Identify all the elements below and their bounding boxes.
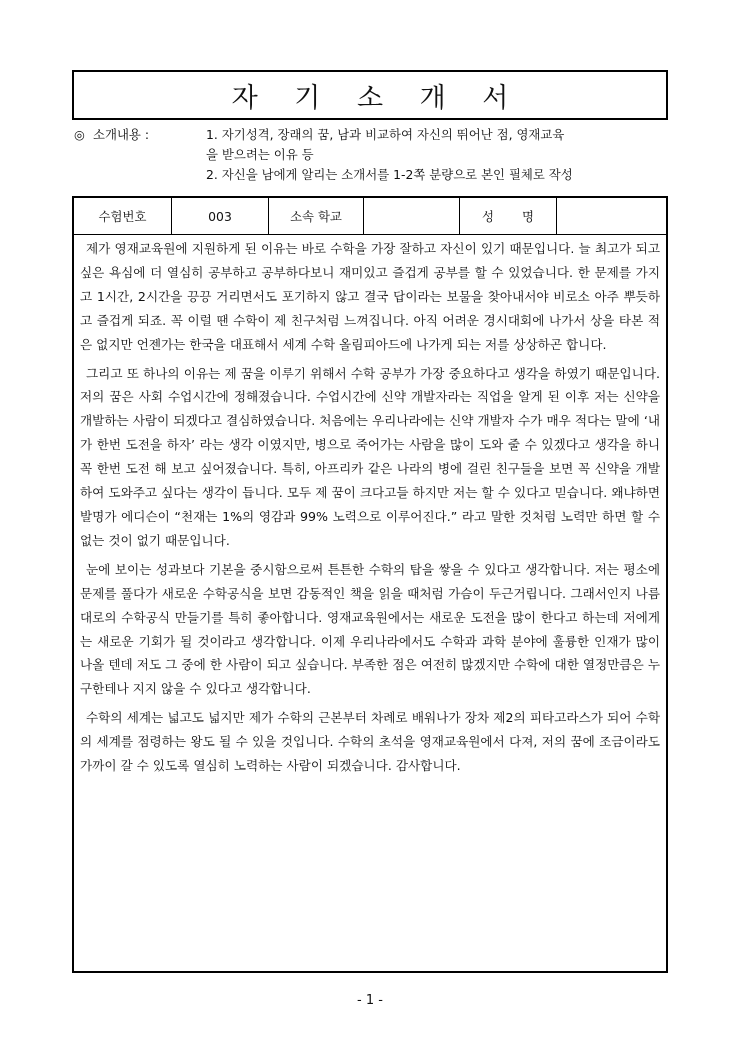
school-value[interactable] bbox=[364, 198, 460, 234]
name-value[interactable] bbox=[557, 198, 666, 234]
school-label: 소속 학교 bbox=[269, 198, 364, 234]
applicant-info-row bbox=[74, 198, 666, 235]
bullet-mark: ◎ bbox=[74, 127, 85, 142]
instruction-item-1: 1. 자기성격, 장래의 꿈, 남과 비교하여 자신의 뛰어난 점, 영재교육 bbox=[206, 127, 565, 142]
exam-number-value[interactable]: 003 bbox=[172, 198, 269, 234]
instruction-row-3 bbox=[74, 165, 674, 185]
instruction-label: 소개내용 : bbox=[93, 127, 149, 142]
page-number: - 1 - bbox=[357, 993, 383, 1008]
essay-paragraph-4: 수학의 세계는 넓고도 넓지만 제가 수학의 근본부터 차례로 배워나가 장차 제2의 피타고라스가 되어 수학의 세계를 점령하는 왕도 될 수 있을 것입니다. 수학의 초석을 영재교육원에서 다져, 저의 꿈에 조금이라도 가까이 갈 수 있도록 열심히 노력하는 사람이 되겠습니다. 감사합니다. bbox=[80, 710, 660, 774]
essay-paragraph-1: 제가 영재교육원에 지원하게 된 이유는 바로 수학을 가장 잘하고 자신이 있기 때문입니다. 늘 최고가 되고 싶은 욕심에 더 열심히 공부하고 공부하다보니 재미있고 즐겁게 공부를 할 수 있었습니다. 한 문제를 가지고 1시간, 2시간을 끙끙 거리면서도 포기하지 않고 결국 답이라는 보물을 찾아내서야 비로소 아주 뿌듯하고 즐겁게 되죠. 꼭 이럴 땐 수학이 제 친구처럼 느껴집니다. 아직 어려운 경시대회에 나가서 상을 타본 적은 없지만 언젠가는 한국을 대표해서 세계 수학 올림피아드에 나가게 되는 저를 상상하곤 합니다. bbox=[80, 241, 660, 352]
name-label-text: 성 명 bbox=[482, 209, 546, 224]
essay-body bbox=[74, 235, 666, 778]
instructions bbox=[74, 125, 674, 185]
title-box bbox=[72, 70, 668, 120]
exam-number-label: 수험번호 bbox=[74, 198, 172, 234]
name-label bbox=[460, 198, 557, 234]
essay-paragraph-3: 눈에 보이는 성과보다 기본을 중시함으로써 튼튼한 수학의 탑을 쌓을 수 있다고 생각합니다. 저는 평소에 문제를 풀다가 새로운 수학공식을 보면 감동적인 책을 읽을 때처럼 가슴이 두근거립니다. 그래서인지 나름대로의 수학공식 만들기를 특히 좋아합니다. 영재교육원에서는 새로운 도전을 많이 한다고 하는데 저에게는 새로운 기회가 될 것이라고 생각합니다. 이제 우리나라에서도 수학과 과학 분야에 훌륭한 인재가 많이 나올 텐데 저도 그 중에 한 사람이 되고 싶습니다. 부족한 점은 여전히 많겠지만 수학에 대한 열정만큼은 누구한테나 지지 않을 수 있다고 생각합니다. bbox=[80, 561, 660, 697]
page-title: 자 기 소 개 서 bbox=[231, 82, 523, 114]
instruction-item-1-cont: 을 받으려는 이유 등 bbox=[206, 147, 314, 162]
essay-sheet bbox=[72, 196, 668, 973]
instruction-row-2 bbox=[74, 145, 674, 165]
essay-paragraph-2: 그리고 또 하나의 이유는 제 꿈을 이루기 위해서 수학 공부가 가장 중요하다고 생각을 하였기 때문입니다. 저의 꿈은 사회 수업시간에 정해졌습니다. 수업시간에 신약 개발자라는 직업을 알게 된 이후 저는 신약을 개발하는 사람이 되겠다고 결심하였습니다. 처음에는 우리나라에는 신약 개발자 수가 매우 적다는 말에 ‘내가 한번 도전을 하자’ 라는 생각 이였지만, 병으로 죽어가는 사람을 많이 도와 줄 수 있겠다고 생각을 하니 꼭 한번 도전 해 보고 싶어졌습니다. 특히, 아프리카 같은 나라의 병에 걸린 친구들을 보면 꼭 신약을 개발하여 도와주고 싶다는 생각이 듭니다. 모두 제 꿈이 크다고들 하지만 저는 할 수 있다고 믿습니다. 왜냐하면 발명가 에디슨이 “천재는 1%의 영감과 99% 노력으로 이루어진다.” 라고 말한 것처럼 노력만 하면 할 수 없는 것이 없기 때문입니다. bbox=[80, 365, 660, 548]
instruction-row-1 bbox=[74, 125, 674, 145]
instruction-item-2: 2. 자신을 남에게 알리는 소개서를 1-2쪽 분량으로 본인 필체로 작성 bbox=[206, 167, 573, 182]
